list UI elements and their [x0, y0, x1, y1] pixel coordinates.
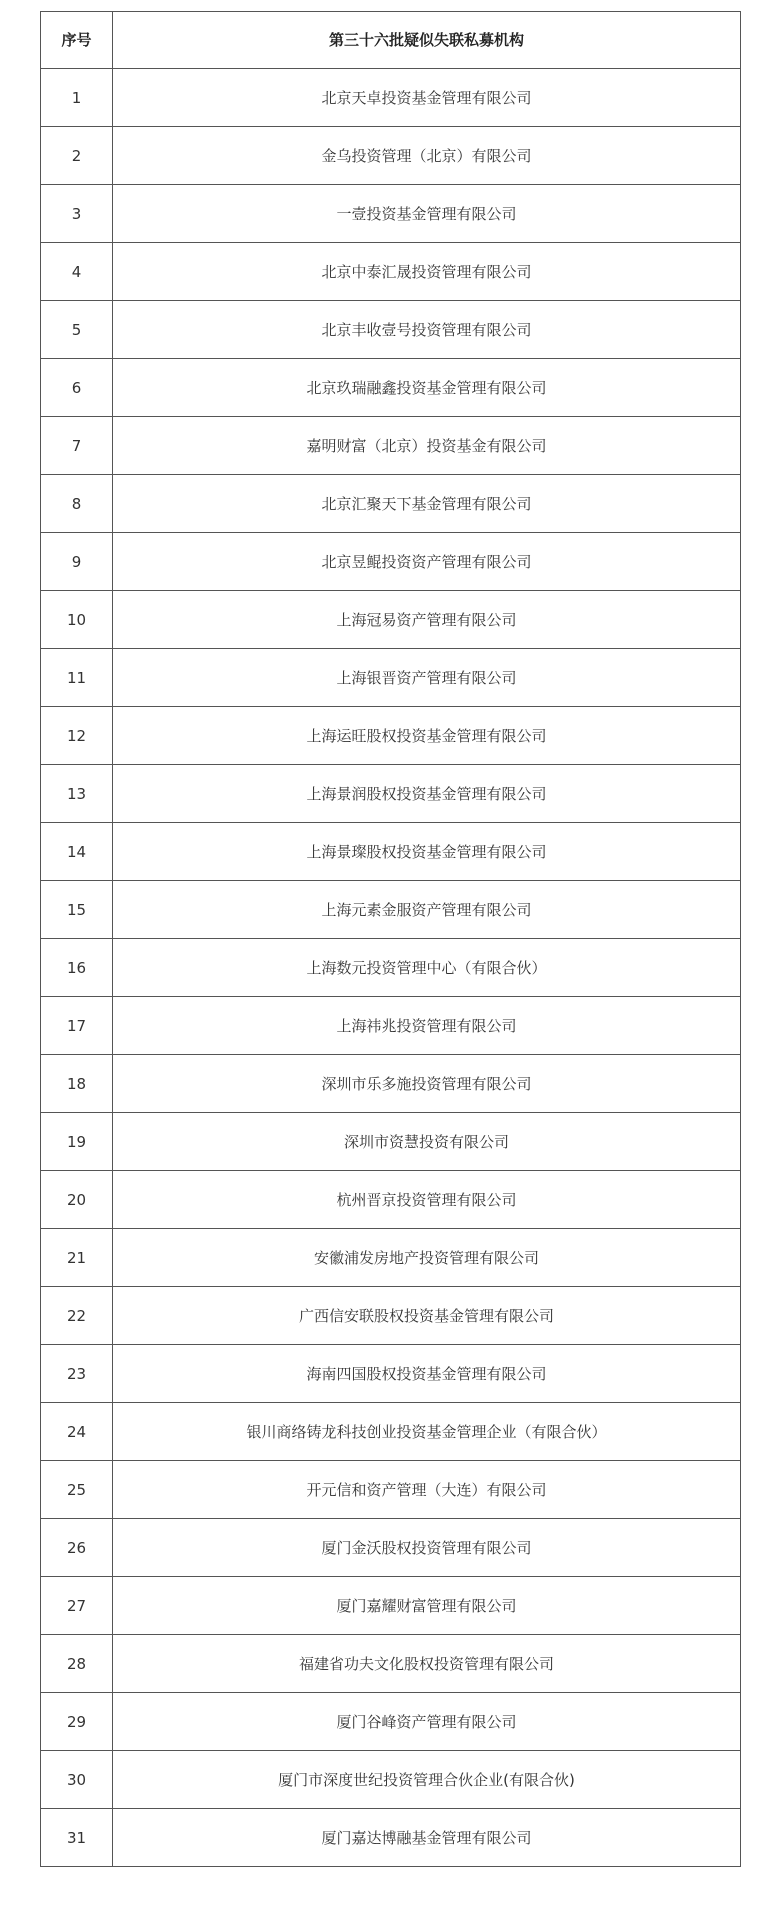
institution-name-cell: 深圳市乐多施投资管理有限公司 [113, 1055, 741, 1113]
serial-number-cell: 5 [41, 301, 113, 359]
institution-name-cell: 海南四国股权投资基金管理有限公司 [113, 1345, 741, 1403]
institution-name-cell: 厦门市深度世纪投资管理合伙企业(有限合伙) [113, 1751, 741, 1809]
table-row [41, 69, 741, 127]
table-row [41, 1519, 741, 1577]
serial-number-cell: 21 [41, 1229, 113, 1287]
table-row [41, 475, 741, 533]
institution-name-cell: 安徽浦发房地产投资管理有限公司 [113, 1229, 741, 1287]
serial-number-cell: 29 [41, 1693, 113, 1751]
header-serial-number: 序号 [41, 12, 113, 69]
serial-number-cell: 11 [41, 649, 113, 707]
institution-name-cell: 一壹投资基金管理有限公司 [113, 185, 741, 243]
institution-name-cell: 金乌投资管理（北京）有限公司 [113, 127, 741, 185]
header-institution-name: 第三十六批疑似失联私募机构 [113, 12, 741, 69]
serial-number-cell: 24 [41, 1403, 113, 1461]
table-row [41, 1635, 741, 1693]
serial-number-cell: 15 [41, 881, 113, 939]
institution-name-cell: 厦门谷峰资产管理有限公司 [113, 1693, 741, 1751]
serial-number-cell: 22 [41, 1287, 113, 1345]
serial-number-cell: 7 [41, 417, 113, 475]
table-row [41, 997, 741, 1055]
table-row [41, 1113, 741, 1171]
serial-number-cell: 25 [41, 1461, 113, 1519]
institution-name-cell: 上海银晋资产管理有限公司 [113, 649, 741, 707]
serial-number-cell: 8 [41, 475, 113, 533]
institution-name-cell: 北京昱鲲投资资产管理有限公司 [113, 533, 741, 591]
serial-number-cell: 10 [41, 591, 113, 649]
institution-name-cell: 嘉明财富（北京）投资基金有限公司 [113, 417, 741, 475]
institution-name-cell: 上海景璨股权投资基金管理有限公司 [113, 823, 741, 881]
institution-name-cell: 厦门嘉耀财富管理有限公司 [113, 1577, 741, 1635]
table-row [41, 417, 741, 475]
table-row [41, 1751, 741, 1809]
table-row [41, 1345, 741, 1403]
serial-number-cell: 31 [41, 1809, 113, 1867]
serial-number-cell: 30 [41, 1751, 113, 1809]
serial-number-cell: 19 [41, 1113, 113, 1171]
table-body [41, 69, 741, 1867]
table-row [41, 1461, 741, 1519]
institution-name-cell: 上海冠易资产管理有限公司 [113, 591, 741, 649]
institution-name-cell: 银川商络铸龙科技创业投资基金管理企业（有限合伙） [113, 1403, 741, 1461]
institution-name-cell: 开元信和资产管理（大连）有限公司 [113, 1461, 741, 1519]
table-header-row [41, 12, 741, 69]
table-row [41, 881, 741, 939]
institution-name-cell: 上海祎兆投资管理有限公司 [113, 997, 741, 1055]
table-row [41, 185, 741, 243]
table-row [41, 1809, 741, 1867]
serial-number-cell: 1 [41, 69, 113, 127]
table-row [41, 649, 741, 707]
serial-number-cell: 23 [41, 1345, 113, 1403]
institution-name-cell: 上海数元投资管理中心（有限合伙） [113, 939, 741, 997]
serial-number-cell: 12 [41, 707, 113, 765]
table-row [41, 1287, 741, 1345]
serial-number-cell: 14 [41, 823, 113, 881]
institution-name-cell: 北京中泰汇晟投资管理有限公司 [113, 243, 741, 301]
table-row [41, 533, 741, 591]
institution-name-cell: 广西信安联股权投资基金管理有限公司 [113, 1287, 741, 1345]
institution-name-cell: 北京丰收壹号投资管理有限公司 [113, 301, 741, 359]
table-row [41, 591, 741, 649]
institution-name-cell: 上海元素金服资产管理有限公司 [113, 881, 741, 939]
institution-name-cell: 深圳市资慧投资有限公司 [113, 1113, 741, 1171]
lost-contact-institutions-table [40, 11, 741, 1867]
serial-number-cell: 13 [41, 765, 113, 823]
institution-name-cell: 杭州晋京投资管理有限公司 [113, 1171, 741, 1229]
institution-name-cell: 厦门金沃股权投资管理有限公司 [113, 1519, 741, 1577]
institution-name-cell: 福建省功夫文化股权投资管理有限公司 [113, 1635, 741, 1693]
table-row [41, 823, 741, 881]
table-row [41, 765, 741, 823]
table-row [41, 243, 741, 301]
table-row [41, 1229, 741, 1287]
serial-number-cell: 20 [41, 1171, 113, 1229]
serial-number-cell: 3 [41, 185, 113, 243]
serial-number-cell: 18 [41, 1055, 113, 1113]
institution-name-cell: 北京天卓投资基金管理有限公司 [113, 69, 741, 127]
institution-name-cell: 上海运旺股权投资基金管理有限公司 [113, 707, 741, 765]
serial-number-cell: 28 [41, 1635, 113, 1693]
table-row [41, 707, 741, 765]
serial-number-cell: 26 [41, 1519, 113, 1577]
table-row [41, 1577, 741, 1635]
institution-name-cell: 厦门嘉达博融基金管理有限公司 [113, 1809, 741, 1867]
institution-name-cell: 上海景润股权投资基金管理有限公司 [113, 765, 741, 823]
table-row [41, 301, 741, 359]
serial-number-cell: 16 [41, 939, 113, 997]
institution-name-cell: 北京汇聚天下基金管理有限公司 [113, 475, 741, 533]
table-row [41, 1693, 741, 1751]
table-row [41, 1055, 741, 1113]
table-row [41, 127, 741, 185]
serial-number-cell: 17 [41, 997, 113, 1055]
serial-number-cell: 2 [41, 127, 113, 185]
serial-number-cell: 4 [41, 243, 113, 301]
serial-number-cell: 9 [41, 533, 113, 591]
table-row [41, 359, 741, 417]
table-row [41, 1403, 741, 1461]
table-row [41, 1171, 741, 1229]
table-row [41, 939, 741, 997]
serial-number-cell: 6 [41, 359, 113, 417]
serial-number-cell: 27 [41, 1577, 113, 1635]
institution-name-cell: 北京玖瑞融鑫投资基金管理有限公司 [113, 359, 741, 417]
